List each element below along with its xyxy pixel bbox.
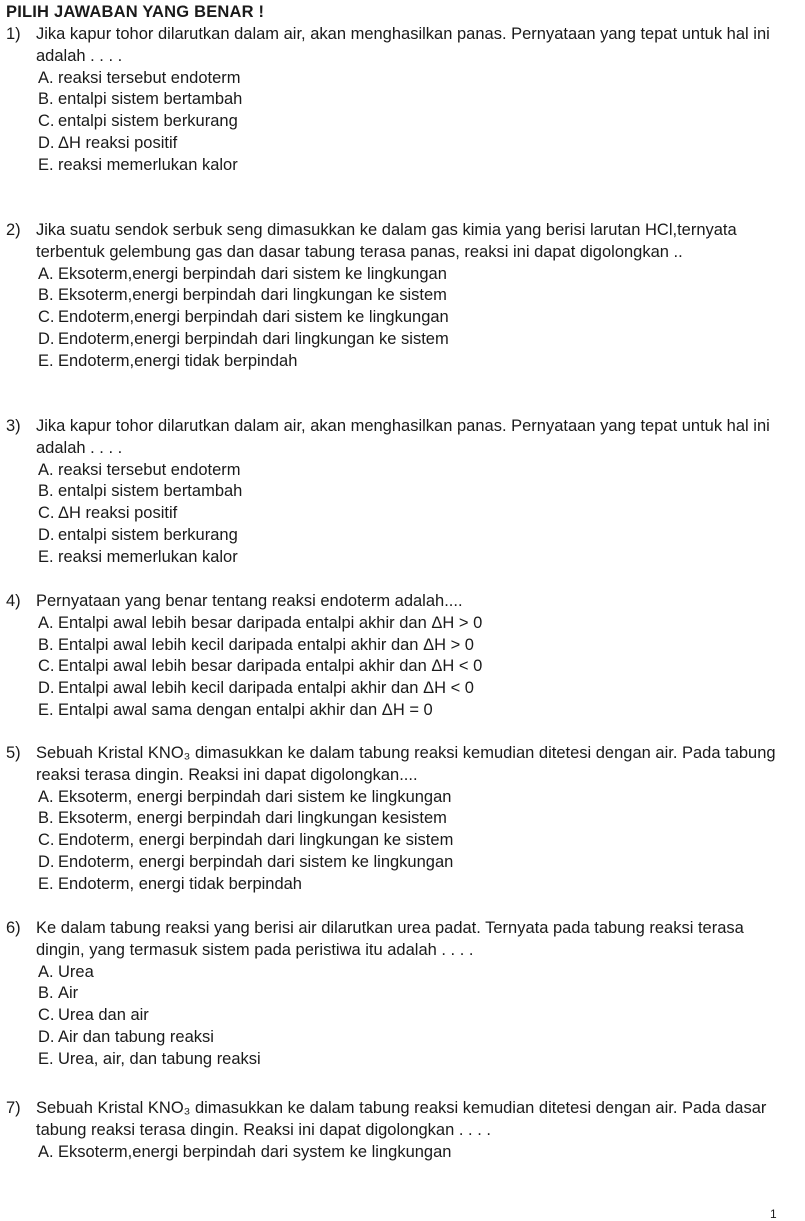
question-1 (6, 24, 796, 177)
question-stem: Sebuah Kristal KNO₃ dimasukkan ke dalam tabung reaksi kemudian ditetesi dengan air. Pada dasar tabung reaksi terasa dingin. Reaksi ini dapat digolongkan . . . . (36, 1099, 767, 1139)
option-d[interactable]: D. Endoterm,energi berpindah dari lingkungan ke sistem (38, 329, 449, 348)
question-7 (6, 1098, 796, 1163)
option-a[interactable]: A. Eksoterm,energi berpindah dari sistem ke lingkungan (38, 264, 447, 283)
option-c[interactable]: C. Endoterm, energi berpindah dari lingkungan ke sistem (38, 831, 454, 850)
option-d[interactable]: D. Entalpi awal lebih kecil daripada entalpi akhir dan ΔH < 0 (38, 679, 474, 698)
option-a[interactable]: A. Urea (38, 962, 94, 981)
question-stem: Ke dalam tabung reaksi yang berisi air dilarutkan urea padat. Ternyata pada tabung reaksi terasa dingin, yang termasuk sistem pada peristiwa itu adalah . . . . (36, 919, 744, 959)
question-number: 3) (6, 417, 21, 435)
page-number: 1 (770, 1207, 777, 1221)
question-number: 2) (6, 221, 21, 239)
option-a[interactable]: A. Eksoterm,energi berpindah dari system ke lingkungan (38, 1142, 452, 1161)
option-a[interactable]: A. Eksoterm, energi berpindah dari sistem ke lingkungan (38, 787, 452, 806)
question-6 (6, 918, 796, 1071)
option-b[interactable]: B. entalpi sistem bertambah (38, 482, 243, 501)
option-c[interactable]: C. ΔH reaksi positif (38, 504, 178, 523)
option-b[interactable]: B. Eksoterm,energi berpindah dari lingkungan ke sistem (38, 286, 447, 305)
option-d[interactable]: D. ΔH reaksi positif (38, 133, 178, 152)
option-d[interactable]: D. entalpi sistem berkurang (38, 525, 238, 544)
option-b[interactable]: B. entalpi sistem bertambah (38, 90, 243, 109)
option-e[interactable]: E. Endoterm, energi tidak berpindah (38, 874, 302, 893)
question-number: 5) (6, 744, 21, 762)
option-a[interactable]: A. Entalpi awal lebih besar daripada entalpi akhir dan ΔH > 0 (38, 613, 483, 632)
option-a[interactable]: A. reaksi tersebut endoterm (38, 460, 241, 479)
question-number: 1) (6, 25, 21, 43)
page-heading: PILIH JAWABAN YANG BENAR ! (6, 3, 265, 21)
question-stem: Pernyataan yang benar tentang reaksi endoterm adalah.... (36, 592, 463, 610)
question-number: 7) (6, 1099, 21, 1117)
question-stem: Jika kapur tohor dilarutkan dalam air, akan menghasilkan panas. Pernyataan yang tepat untuk hal ini adalah . . . . (36, 417, 770, 457)
option-b[interactable]: B. Air (38, 984, 79, 1003)
question-number: 4) (6, 592, 21, 610)
question-stem: Jika kapur tohor dilarutkan dalam air, akan menghasilkan panas. Pernyataan yang tepat untuk hal ini adalah . . . . (36, 25, 770, 65)
option-a[interactable]: A. reaksi tersebut endoterm (38, 68, 241, 87)
option-d[interactable]: D. Endoterm, energi berpindah dari sistem ke lingkungan (38, 852, 454, 871)
option-e[interactable]: E. Urea, air, dan tabung reaksi (38, 1049, 261, 1068)
option-d[interactable]: D. Air dan tabung reaksi (38, 1027, 214, 1046)
question-4 (6, 591, 796, 722)
question-number: 6) (6, 919, 21, 937)
question-stem: Jika suatu sendok serbuk seng dimasukkan ke dalam gas kimia yang berisi larutan HCl,ternyata terbentuk gelembung gas dan dasar tabung terasa panas, reaksi ini dapat digolongkan .. (36, 221, 737, 261)
question-5 (6, 743, 796, 896)
option-c[interactable]: C. Urea dan air (38, 1006, 149, 1025)
option-e[interactable]: E. Endoterm,energi tidak berpindah (38, 351, 298, 370)
question-2 (6, 220, 796, 373)
question-stem: Sebuah Kristal KNO₃ dimasukkan ke dalam tabung reaksi kemudian ditetesi dengan air. Pada tabung reaksi terasa dingin. Reaksi ini dapat digolongkan.... (36, 744, 776, 784)
question-3 (6, 416, 796, 569)
option-e[interactable]: E. reaksi memerlukan kalor (38, 547, 238, 566)
option-b[interactable]: B. Eksoterm, energi berpindah dari lingkungan kesistem (38, 809, 447, 828)
option-e[interactable]: E. reaksi memerlukan kalor (38, 155, 238, 174)
option-b[interactable]: B. Entalpi awal lebih kecil daripada entalpi akhir dan ΔH > 0 (38, 635, 474, 654)
option-c[interactable]: C. entalpi sistem berkurang (38, 112, 238, 131)
option-e[interactable]: E. Entalpi awal sama dengan entalpi akhir dan ΔH = 0 (38, 700, 433, 719)
option-c[interactable]: C. Endoterm,energi berpindah dari sistem ke lingkungan (38, 308, 449, 327)
option-c[interactable]: C. Entalpi awal lebih besar daripada entalpi akhir dan ΔH < 0 (38, 657, 483, 676)
